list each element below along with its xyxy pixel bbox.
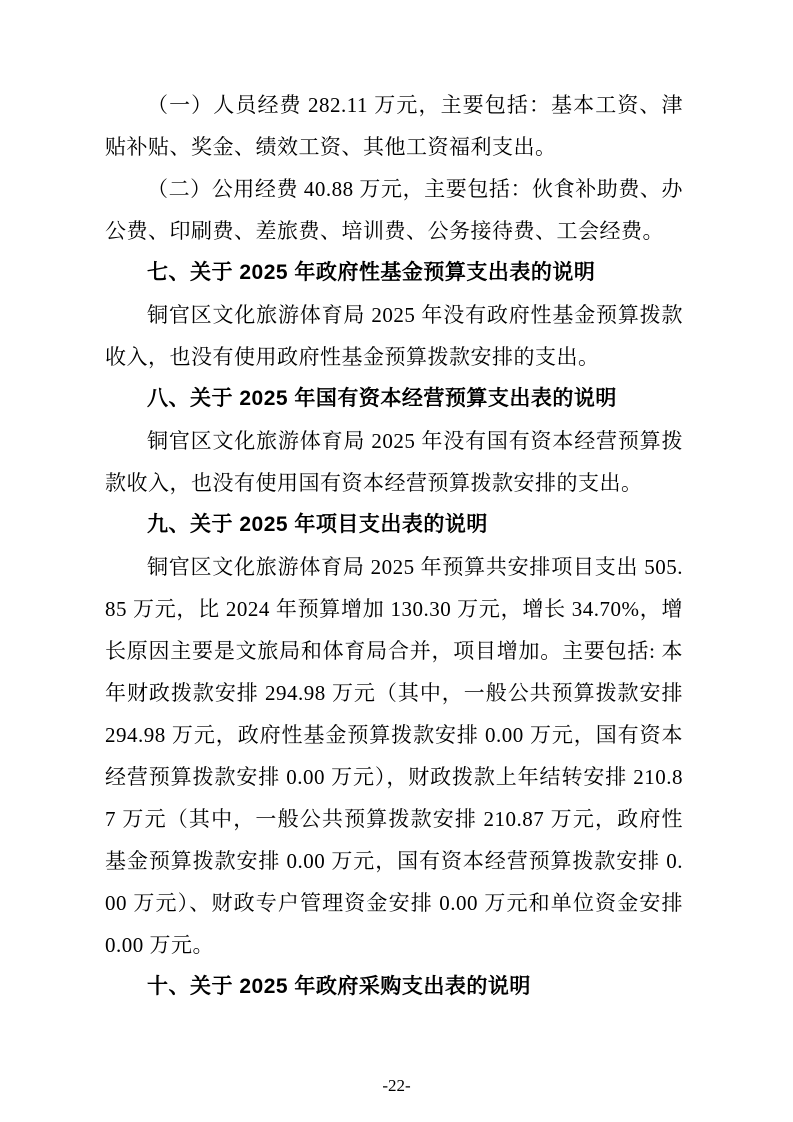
paragraph-state-capital-budget: 铜官区文化旅游体育局 2025 年没有国有资本经营预算拨款收入，也没有使用国有资本经营预算拨款安排的支出。	[105, 429, 683, 495]
heading-section-7-government-fund-budget: 七、关于 2025 年政府性基金预算支出表的说明	[147, 261, 596, 284]
page-number: -22-	[382, 1076, 411, 1095]
paragraph-government-fund-budget: 铜官区文化旅游体育局 2025 年没有政府性基金预算拨款收入，也没有使用政府性基金预算拨款安排的支出。	[105, 303, 683, 369]
heading-section-8-state-capital-budget: 八、关于 2025 年国有资本经营预算支出表的说明	[147, 387, 617, 410]
paragraph-project-expenditure: 铜官区文化旅游体育局 2025 年预算共安排项目支出 505.85 万元，比 2024 年预算增加 130.30 万元，增长 34.70%，增长原因主要是文旅局和体育局合并，项目增加。主要包括: 本年财政拨款安排 294.98 万元（其中，一般公共预算拨款安排 294.98 万元，政府性基金预算拨款安排 0.00 万元，国有资本经营预算拨款安排 0.00 万元），财政拨款上年结转安排 210.87 万元（其中，一般公共预算拨款安排 210.87 万元，政府性基金预算拨款安排 0.00 万元，国有资本经营预算拨款安排 0.00 万元）、财政专户管理资金安排 0.00 万元和单位资金安排 0.00 万元。	[105, 555, 683, 957]
paragraph-personnel-expense: （一）人员经费 282.11 万元，主要包括：基本工资、津贴补贴、奖金、绩效工资、其他工资福利支出。	[105, 93, 683, 159]
heading-section-10-government-procurement: 十、关于 2025 年政府采购支出表的说明	[147, 975, 531, 998]
heading-section-9-project-expenditure: 九、关于 2025 年项目支出表的说明	[147, 513, 488, 536]
page-footer	[0, 1076, 793, 1096]
document-body	[105, 84, 683, 1008]
paragraph-public-expense: （二）公用经费 40.88 万元，主要包括：伙食补助费、办公费、印刷费、差旅费、培训费、公务接待费、工会经费。	[105, 177, 683, 243]
